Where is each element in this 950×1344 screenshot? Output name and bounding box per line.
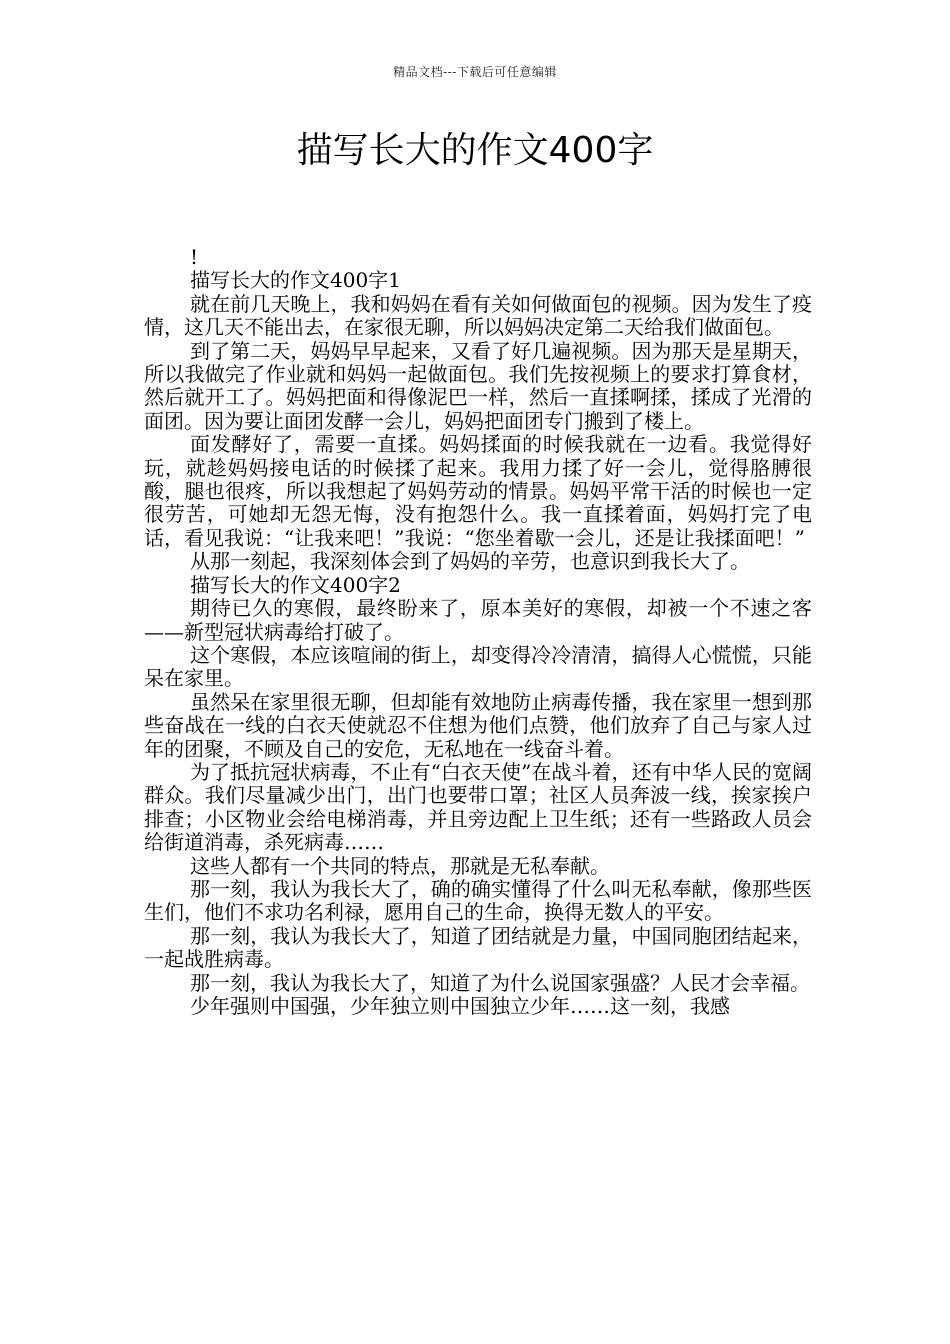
body-paragraph: 从那一刻起，我深刻体会到了妈妈的辛劳，也意识到我长大了。	[190, 549, 750, 574]
body-paragraph: 虽然呆在家里很无聊，但却能有效地防止病毒传播，我在家里一想到那些奋战在一线的白衣天使就忍不住想为他们点赞，他们放弃了自己与家人过年的团聚，不顾及自己的安危，无私地在一线奋斗着。	[144, 689, 812, 761]
body-paragraph: 为了抵抗冠状病毒，不止有“白衣天使”在战斗着，还有中华人民的宽阔群众。我们尽量减少出门，出门也要带口罩；社区人员奔波一线，挨家挨户排查；小区物业会给电梯消毒，并且旁边配上卫生纸；还有一些路政人员会给街道消毒，杀死病毒……	[144, 759, 812, 855]
body-paragraph: 少年强则中国强，少年独立则中国独立少年……这一刻，我感	[190, 994, 730, 1018]
section-heading: 描写长大的作文400字2	[190, 572, 401, 597]
body-paragraph: 那一刻，我认为我长大了，知道了团结就是力量，中国同胞团结起来，一起战胜病毒。	[144, 923, 812, 972]
section-heading: 描写长大的作文400字1	[190, 268, 401, 293]
body-paragraph: 这个寒假，本应该喧闹的街上，却变得冷冷清清，搞得人心慌慌，只能呆在家里。	[144, 642, 812, 691]
document-header-note: 精品文档---下载后可任意编辑	[393, 65, 557, 79]
body-paragraph: 期待已久的寒假，最终盼来了，原本美好的寒假，却被一个不速之客——新型冠状病毒给打破了。	[144, 596, 812, 644]
body-paragraph: !	[190, 245, 199, 269]
document-body	[144, 246, 812, 1018]
body-paragraph: 那一刻，我认为我长大了，知道了为什么说国家强盛？人民才会幸福。	[190, 970, 810, 995]
document-title: 描写长大的作文400字	[296, 130, 654, 171]
body-paragraph: 面发酵好了，需要一直揉。妈妈揉面的时候我就在一边看。我觉得好玩，就趁妈妈接电话的时候揉了起来。我用力揉了好一会儿，觉得胳膊很酸，腿也很疼，所以我想起了妈妈劳动的情景。妈妈平常干活的时候也一定很劳苦，可她却无怨无悔，没有抱怨什么。我一直揉着面，妈妈打完了电话，看见我说：“让我来吧！”我说：“您坐着歇一会儿，还是让我揉面吧！”	[144, 432, 812, 550]
body-paragraph: 那一刻，我认为我长大了，确的确实懂得了什么叫无私奉献，像那些医生们，他们不求功名利禄，愿用自己的生命，换得无数人的平安。	[144, 876, 812, 925]
body-paragraph: 就在前几天晚上，我和妈妈在看有关如何做面包的视频。因为发生了疫情，这几天不能出去，在家很无聊，所以妈妈决定第二天给我们做面包。	[144, 291, 812, 340]
body-paragraph: 这些人都有一个共同的特点，那就是无私奉献。	[190, 853, 610, 878]
body-paragraph: 到了第二天，妈妈早早起来，又看了好几遍视频。因为那天是星期天，所以我做完了作业就和妈妈一起做面包。我们先按视频上的要求打算食材，然后就开工了。妈妈把面和得像泥巴一样，然后一直揉啊揉，揉成了光滑的面团。因为要让面团发酵一会儿，妈妈把面团专门搬到了楼上。	[144, 338, 812, 433]
